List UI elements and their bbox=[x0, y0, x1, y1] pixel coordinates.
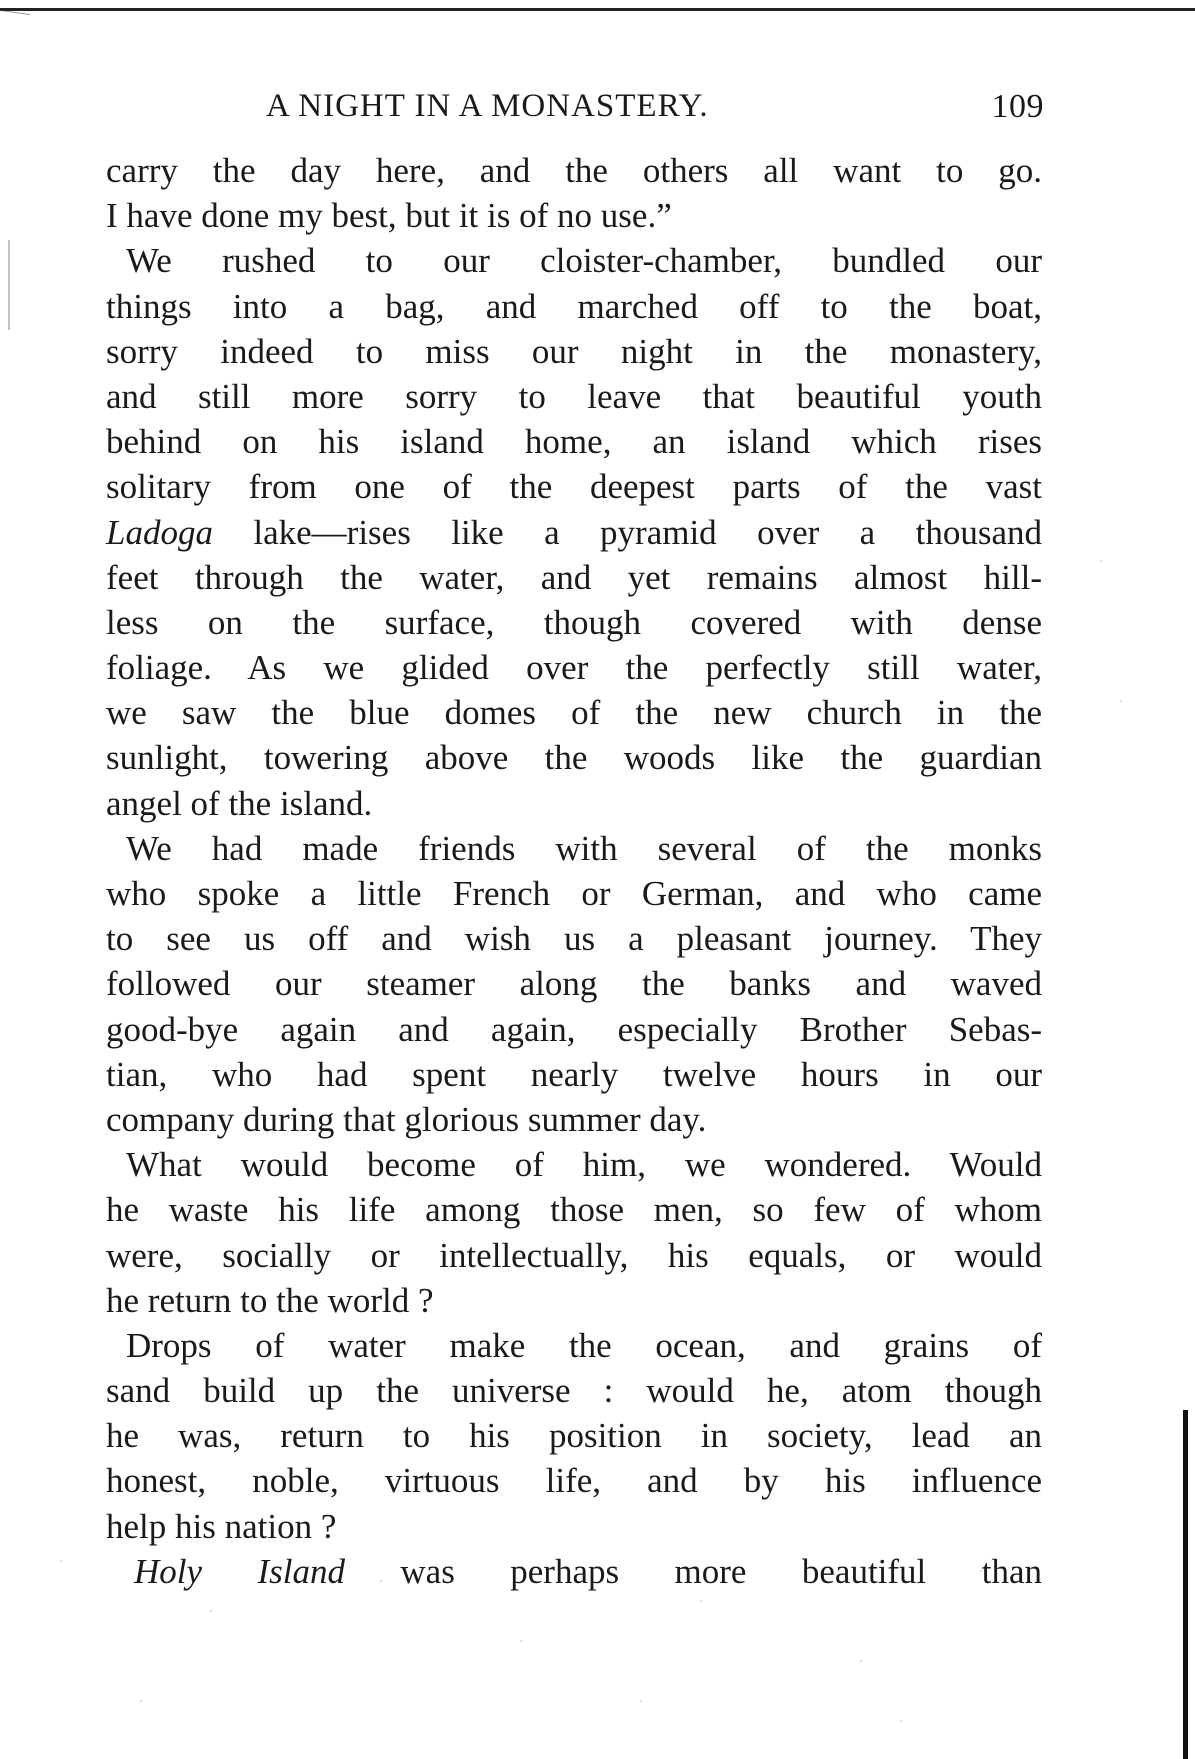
line-text: What would become of him, we wondered. Would bbox=[126, 1145, 1042, 1185]
text-line bbox=[106, 690, 1042, 735]
text-line bbox=[106, 510, 1042, 555]
text-line bbox=[106, 148, 1042, 193]
text-line bbox=[106, 1368, 1042, 1413]
text-line bbox=[106, 1007, 1042, 1052]
line-text: were, socially or intellectually, his equals, or would bbox=[106, 1235, 1042, 1275]
line-text: company during that glorious summer day. bbox=[106, 1099, 707, 1139]
print-speck bbox=[520, 1640, 522, 1642]
text-line bbox=[106, 1233, 1042, 1278]
body-text bbox=[106, 148, 1042, 1594]
line-text: We rushed to our cloister-chamber, bundled our bbox=[126, 241, 1042, 281]
line-text: carry the day here, and the others all want to go. bbox=[106, 151, 1042, 190]
text-line bbox=[106, 916, 1042, 961]
italic-text: Ladoga bbox=[106, 512, 213, 552]
print-speck bbox=[140, 1700, 142, 1702]
text-line bbox=[106, 826, 1042, 871]
text-line bbox=[106, 193, 1042, 238]
print-speck bbox=[1100, 560, 1102, 562]
text-line bbox=[106, 464, 1042, 509]
line-text: he waste his life among those men, so few of whom bbox=[106, 1190, 1042, 1230]
line-text: to see us off and wish us a pleasant journey. They bbox=[106, 919, 1042, 959]
line-text: was perhaps more beautiful than bbox=[344, 1551, 1042, 1591]
text-line bbox=[106, 781, 1042, 826]
top-rule bbox=[0, 8, 1195, 11]
print-speck bbox=[1120, 700, 1122, 702]
print-speck bbox=[700, 1600, 702, 1602]
text-line bbox=[106, 600, 1042, 645]
print-speck bbox=[640, 1700, 642, 1702]
print-speck bbox=[380, 1580, 382, 1582]
line-text: sunlight, towering above the woods like the guardian bbox=[106, 738, 1042, 778]
line-text: tian, who had spent nearly twelve hours in our bbox=[106, 1054, 1042, 1094]
line-text: sorry indeed to miss our night in the monastery, bbox=[106, 331, 1042, 371]
print-speck bbox=[860, 1660, 862, 1662]
corner-mark bbox=[0, 10, 30, 35]
print-speck bbox=[60, 1560, 62, 1562]
text-line bbox=[106, 238, 1042, 283]
print-speck bbox=[980, 1570, 982, 1572]
text-line bbox=[106, 1187, 1042, 1232]
line-text: followed our steamer along the banks and waved bbox=[106, 964, 1042, 1004]
text-line bbox=[106, 1142, 1042, 1187]
line-text: I have done my best, but it is of no use.” bbox=[106, 196, 672, 236]
text-line bbox=[106, 1097, 1042, 1142]
line-text: sand build up the universe : would he, atom though bbox=[106, 1371, 1042, 1411]
running-title: A NIGHT IN A MONASTERY. bbox=[266, 88, 709, 124]
text-line bbox=[106, 1549, 1042, 1594]
line-text: lake—rises like a pyramid over a thousand bbox=[212, 512, 1042, 552]
line-text: help his nation ? bbox=[106, 1506, 337, 1546]
text-line bbox=[106, 329, 1042, 374]
text-line bbox=[106, 1458, 1042, 1503]
line-text: Drops of water make the ocean, and grains of bbox=[126, 1325, 1042, 1365]
margin-mark bbox=[8, 240, 10, 330]
page-edge-shadow bbox=[1183, 1410, 1188, 1759]
page-number: 109 bbox=[991, 88, 1044, 125]
line-text: good-bye again and again, especially Brother Sebas- bbox=[106, 1009, 1042, 1049]
italic-text: Holy Island bbox=[134, 1551, 345, 1591]
line-text: foliage. As we glided over the perfectly still water, bbox=[106, 648, 1042, 688]
print-speck bbox=[300, 1490, 302, 1492]
line-text: things into a bag, and marched off to the boat, bbox=[106, 286, 1042, 326]
text-line bbox=[106, 1504, 1042, 1549]
text-line bbox=[106, 1413, 1042, 1458]
print-speck bbox=[210, 1610, 212, 1612]
text-line bbox=[106, 961, 1042, 1006]
line-text: solitary from one of the deepest parts of the vast bbox=[106, 467, 1042, 507]
text-line bbox=[106, 419, 1042, 464]
text-line bbox=[106, 735, 1042, 780]
line-text: honest, noble, virtuous life, and by his influence bbox=[106, 1461, 1042, 1501]
line-text: we saw the blue domes of the new church in the bbox=[106, 693, 1042, 733]
text-line bbox=[106, 374, 1042, 419]
print-speck bbox=[900, 1720, 902, 1722]
text-line bbox=[106, 1278, 1042, 1323]
line-text: angel of the island. bbox=[106, 783, 373, 823]
line-text: feet through the water, and yet remains almost hill- bbox=[106, 557, 1042, 597]
print-speck bbox=[1010, 1480, 1012, 1482]
text-line bbox=[106, 555, 1042, 600]
line-text: less on the surface, though covered with dense bbox=[106, 602, 1042, 642]
line-text: he return to the world ? bbox=[106, 1280, 434, 1320]
text-line bbox=[106, 1052, 1042, 1097]
line-text: We had made friends with several of the monks bbox=[126, 828, 1042, 868]
text-line bbox=[106, 1323, 1042, 1368]
text-line bbox=[106, 871, 1042, 916]
running-head bbox=[106, 88, 1044, 138]
line-text: he was, return to his position in society, lead an bbox=[106, 1416, 1042, 1456]
text-line bbox=[106, 284, 1042, 329]
text-line bbox=[106, 645, 1042, 690]
line-text: behind on his island home, an island which rises bbox=[106, 422, 1042, 462]
line-text: who spoke a little French or German, and who came bbox=[106, 874, 1042, 913]
line-text: and still more sorry to leave that beautiful youth bbox=[106, 376, 1042, 416]
